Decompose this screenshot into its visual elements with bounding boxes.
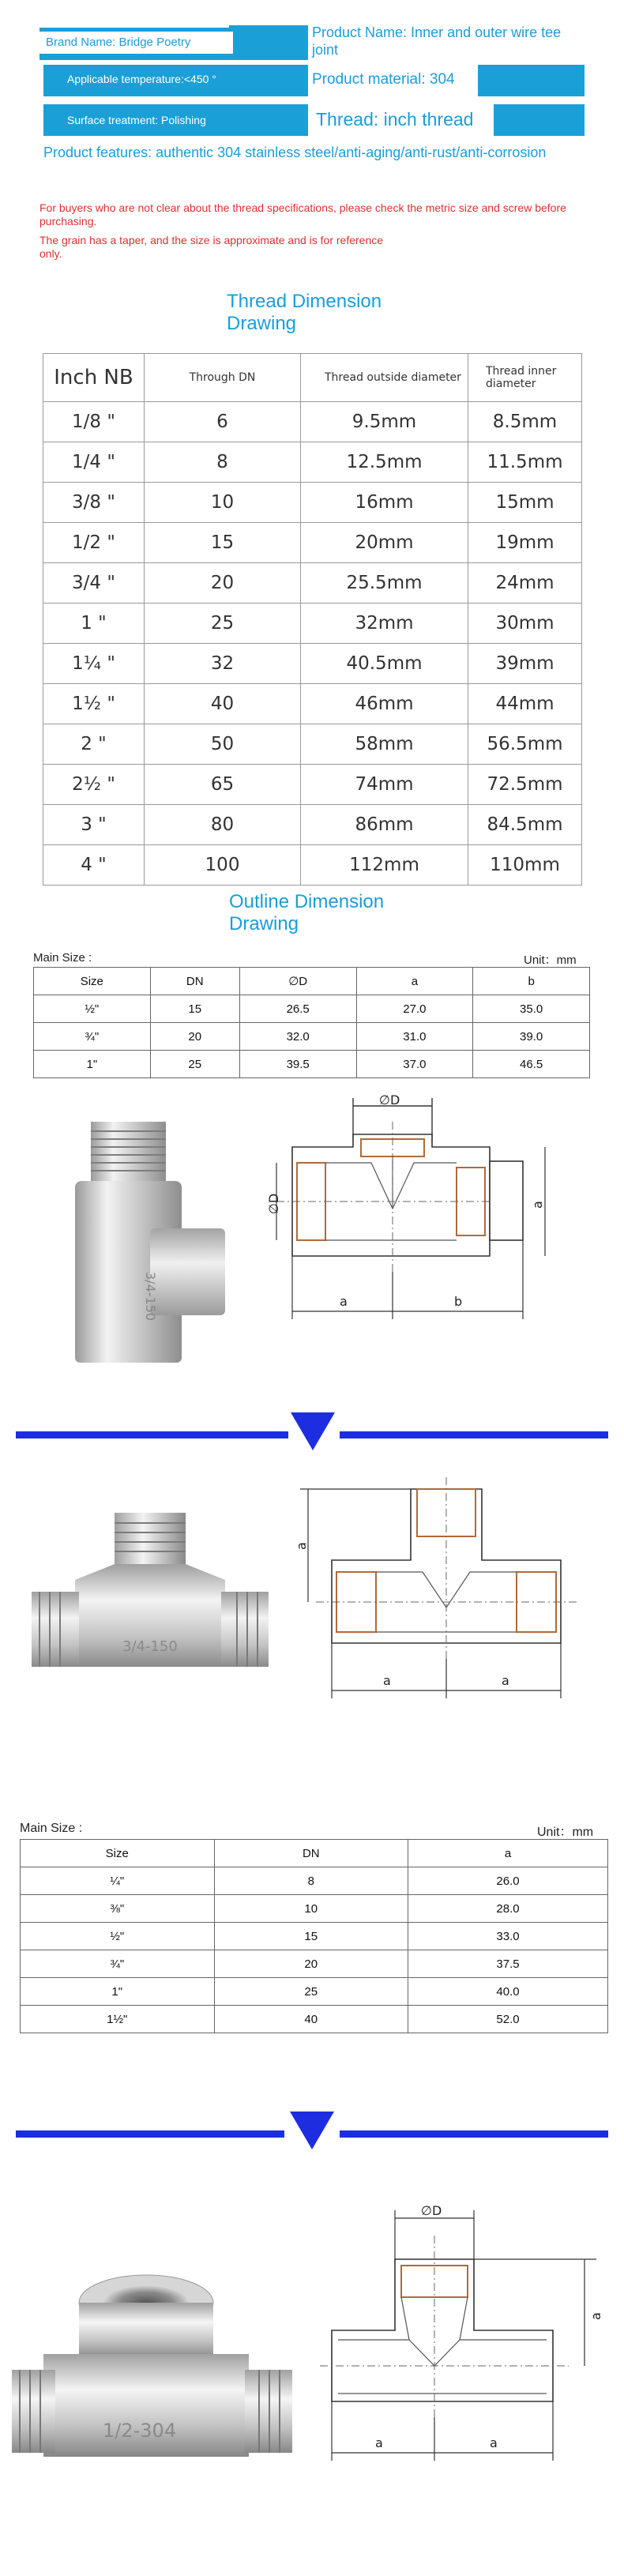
table-cell: 1" — [34, 1051, 151, 1078]
material-label: Product material: 304 — [312, 71, 455, 88]
table-cell: 1¼ " — [43, 644, 145, 684]
table-row — [43, 684, 582, 724]
table-cell: 28.0 — [408, 1895, 608, 1923]
table-cell: 1" — [21, 1978, 215, 2006]
table-cell: 112mm — [301, 845, 468, 886]
table-cell: 15mm — [468, 483, 582, 523]
outline-table — [33, 967, 590, 1078]
table-cell: 52.0 — [408, 2006, 608, 2033]
product-mark-2: 3/4-150 — [122, 1638, 178, 1655]
dim-a-bottom-2a: a — [383, 1673, 391, 1688]
table-cell: 30mm — [468, 604, 582, 644]
table-cell: 16mm — [301, 483, 468, 523]
table-cell: 84.5mm — [468, 805, 582, 845]
table-row — [43, 604, 582, 644]
product-name: Product Name: Inner and outer wire tee joint — [312, 24, 562, 58]
dim-b-bottom: b — [454, 1294, 463, 1309]
header-cell: Inch NB — [43, 354, 145, 402]
dim-a-bottom: a — [340, 1294, 348, 1309]
table-cell: 1/8 " — [43, 402, 145, 442]
table-row — [21, 1895, 608, 1923]
table-row — [21, 2006, 608, 2033]
table-cell: 86mm — [301, 805, 468, 845]
table-cell: 46mm — [301, 684, 468, 724]
table-cell: 44mm — [468, 684, 582, 724]
divider-right-1 — [340, 1431, 608, 1438]
dim-a-bottom-2b: a — [502, 1673, 509, 1688]
table-cell: 50 — [145, 724, 301, 765]
table-cell: 1 " — [43, 604, 145, 644]
features-text: Product features: authentic 304 stainless steel/anti-aging/anti-rust/anti-corrosion — [43, 145, 547, 160]
table-row — [34, 968, 590, 995]
main-size-label-2: Main Size : — [20, 1822, 83, 1835]
table-cell: 15 — [214, 1923, 408, 1950]
header-cell: a — [356, 968, 473, 995]
surface-label: Surface treatment: Polishing — [67, 114, 206, 126]
table-cell: 11.5mm — [468, 442, 582, 483]
product-photo-3 — [8, 2267, 300, 2480]
table-cell: 26.0 — [408, 1867, 608, 1895]
table-cell: 20 — [214, 1950, 408, 1978]
header-cell: Size — [21, 1840, 215, 1867]
table-cell: 2 " — [43, 724, 145, 765]
table-cell: 40.5mm — [301, 644, 468, 684]
table-row — [21, 1950, 608, 1978]
header-cell: Size — [34, 968, 151, 995]
header-cell: DN — [150, 968, 239, 995]
table-cell: 40.0 — [408, 1978, 608, 2006]
table-cell: ½" — [34, 995, 151, 1023]
table-cell: 39.0 — [473, 1023, 590, 1051]
table-cell: 110mm — [468, 845, 582, 886]
table-cell: 32mm — [301, 604, 468, 644]
table-cell: 40 — [214, 2006, 408, 2033]
brand-box — [39, 25, 308, 60]
table-cell: 15 — [150, 995, 239, 1023]
dim-d-top: ∅D — [379, 1092, 400, 1107]
table-cell: 27.0 — [356, 995, 473, 1023]
table-row — [43, 805, 582, 845]
note-2: The grain has a taper, and the size is approximate and is for reference only. — [39, 234, 384, 260]
table-cell: 56.5mm — [468, 724, 582, 765]
chevron-down-icon — [291, 1412, 335, 1450]
table-row — [34, 995, 590, 1023]
technical-drawing-2 — [284, 1469, 600, 1706]
unit-label-2: Unit：mm — [537, 1826, 594, 1839]
thread-table-header — [43, 354, 582, 402]
dim-a-side-3: a — [588, 2312, 603, 2320]
dim-a-side-2: a — [294, 1542, 309, 1550]
dim-d-side: ∅D — [266, 1193, 281, 1214]
table-row — [43, 483, 582, 523]
table-cell: 46.5 — [473, 1051, 590, 1078]
dim-a-side: a — [530, 1201, 545, 1209]
divider-right-2 — [340, 2130, 608, 2138]
table-cell: 32 — [145, 644, 301, 684]
table-cell: 65 — [145, 765, 301, 805]
table-cell: 2½ " — [43, 765, 145, 805]
table-cell: 33.0 — [408, 1923, 608, 1950]
table-row — [21, 1923, 608, 1950]
table-cell: 19mm — [468, 523, 582, 563]
table-cell: 100 — [145, 845, 301, 886]
product-mark-1: 3/4-150 — [143, 1272, 158, 1322]
table-row — [43, 402, 582, 442]
table-cell: 31.0 — [356, 1023, 473, 1051]
thread-box — [494, 104, 585, 136]
header-cell: b — [473, 968, 590, 995]
table-cell: 25 — [214, 1978, 408, 2006]
table-row — [43, 845, 582, 886]
table-cell: 32.0 — [239, 1023, 356, 1051]
table-cell: 25 — [145, 604, 301, 644]
table-cell: 40 — [145, 684, 301, 724]
table-cell: 39.5 — [239, 1051, 356, 1078]
table-cell: 80 — [145, 805, 301, 845]
table-cell: 8.5mm — [468, 402, 582, 442]
table-cell: ⅜" — [21, 1895, 215, 1923]
table-cell: 20mm — [301, 523, 468, 563]
table-cell: 1/4 " — [43, 442, 145, 483]
header-cell: Thread inner diameter — [468, 354, 582, 402]
table-row — [43, 765, 582, 805]
table-row — [34, 1051, 590, 1078]
table-cell: 39mm — [468, 644, 582, 684]
table-cell: 10 — [214, 1895, 408, 1923]
technical-drawing-3 — [316, 2204, 616, 2469]
table-row — [43, 644, 582, 684]
table-cell: ½" — [21, 1923, 215, 1950]
table-cell: 26.5 — [239, 995, 356, 1023]
table-row — [21, 1867, 608, 1895]
divider-left-2 — [16, 2130, 284, 2138]
size-table-2 — [20, 1839, 608, 2033]
table-cell: 9.5mm — [301, 402, 468, 442]
header-cell: Through DN — [145, 354, 301, 402]
technical-drawing-1 — [261, 1090, 592, 1371]
table-row — [43, 523, 582, 563]
header-cell: DN — [214, 1840, 408, 1867]
dim-d-top-3: ∅D — [421, 2204, 442, 2218]
product-mark-3: 1/2-304 — [103, 2420, 177, 2442]
table-cell: 3/8 " — [43, 483, 145, 523]
thread-table — [43, 353, 582, 886]
table-cell: 15 — [145, 523, 301, 563]
table-cell: 74mm — [301, 765, 468, 805]
chevron-down-icon — [290, 2112, 334, 2149]
table-cell: 72.5mm — [468, 765, 582, 805]
surface-box — [43, 104, 308, 136]
table-row — [21, 1840, 608, 1867]
table-cell: 58mm — [301, 724, 468, 765]
table-cell: 25 — [150, 1051, 239, 1078]
material-box — [478, 65, 585, 96]
table-cell: 4 " — [43, 845, 145, 886]
unit-label: Unit：mm — [524, 953, 577, 967]
table-cell: 1/2 " — [43, 523, 145, 563]
header-cell: a — [408, 1840, 608, 1867]
temperature-label: Applicable temperature:<450 ° — [67, 73, 216, 85]
brand-label: Brand Name: Bridge Poetry — [39, 32, 233, 54]
table-cell: 12.5mm — [301, 442, 468, 483]
note-1: For buyers who are not clear about the thread specifications, please check the metric size and screw before purchasing. — [39, 201, 566, 228]
outline-title: Outline Dimension Drawing — [229, 891, 385, 935]
table-cell: 1½" — [21, 2006, 215, 2033]
table-cell: 35.0 — [473, 995, 590, 1023]
table-cell: 6 — [145, 402, 301, 442]
header-cell: ∅D — [239, 968, 356, 995]
table-cell: 8 — [145, 442, 301, 483]
table-cell: 37.5 — [408, 1950, 608, 1978]
table-row — [43, 442, 582, 483]
table-cell: 10 — [145, 483, 301, 523]
table-cell: 3 " — [43, 805, 145, 845]
table-cell: 37.0 — [356, 1051, 473, 1078]
table-cell: 8 — [214, 1867, 408, 1895]
table-row — [21, 1978, 608, 2006]
dim-a-bottom-3a: a — [375, 2435, 383, 2450]
table-cell: ¼" — [21, 1867, 215, 1895]
table-cell: 3/4 " — [43, 563, 145, 604]
product-photo-1 — [55, 1114, 237, 1374]
table-cell: 1½ " — [43, 684, 145, 724]
table-cell: 24mm — [468, 563, 582, 604]
thread-label: Thread: inch thread — [316, 109, 474, 130]
table-row — [43, 563, 582, 604]
table-cell: 20 — [145, 563, 301, 604]
divider-left-1 — [16, 1431, 288, 1438]
thread-table-title: Thread Dimension Drawing — [227, 291, 382, 334]
main-size-label: Main Size : — [33, 951, 92, 965]
temperature-box — [43, 65, 308, 96]
header-cell: Thread outside diameter — [301, 354, 468, 402]
table-cell: ¾" — [34, 1023, 151, 1051]
dim-a-bottom-3b: a — [490, 2435, 498, 2450]
table-cell: ¾" — [21, 1950, 215, 1978]
product-photo-2 — [28, 1509, 276, 1690]
table-row — [43, 724, 582, 765]
table-cell: 25.5mm — [301, 563, 468, 604]
table-cell: 20 — [150, 1023, 239, 1051]
table-row — [34, 1023, 590, 1051]
